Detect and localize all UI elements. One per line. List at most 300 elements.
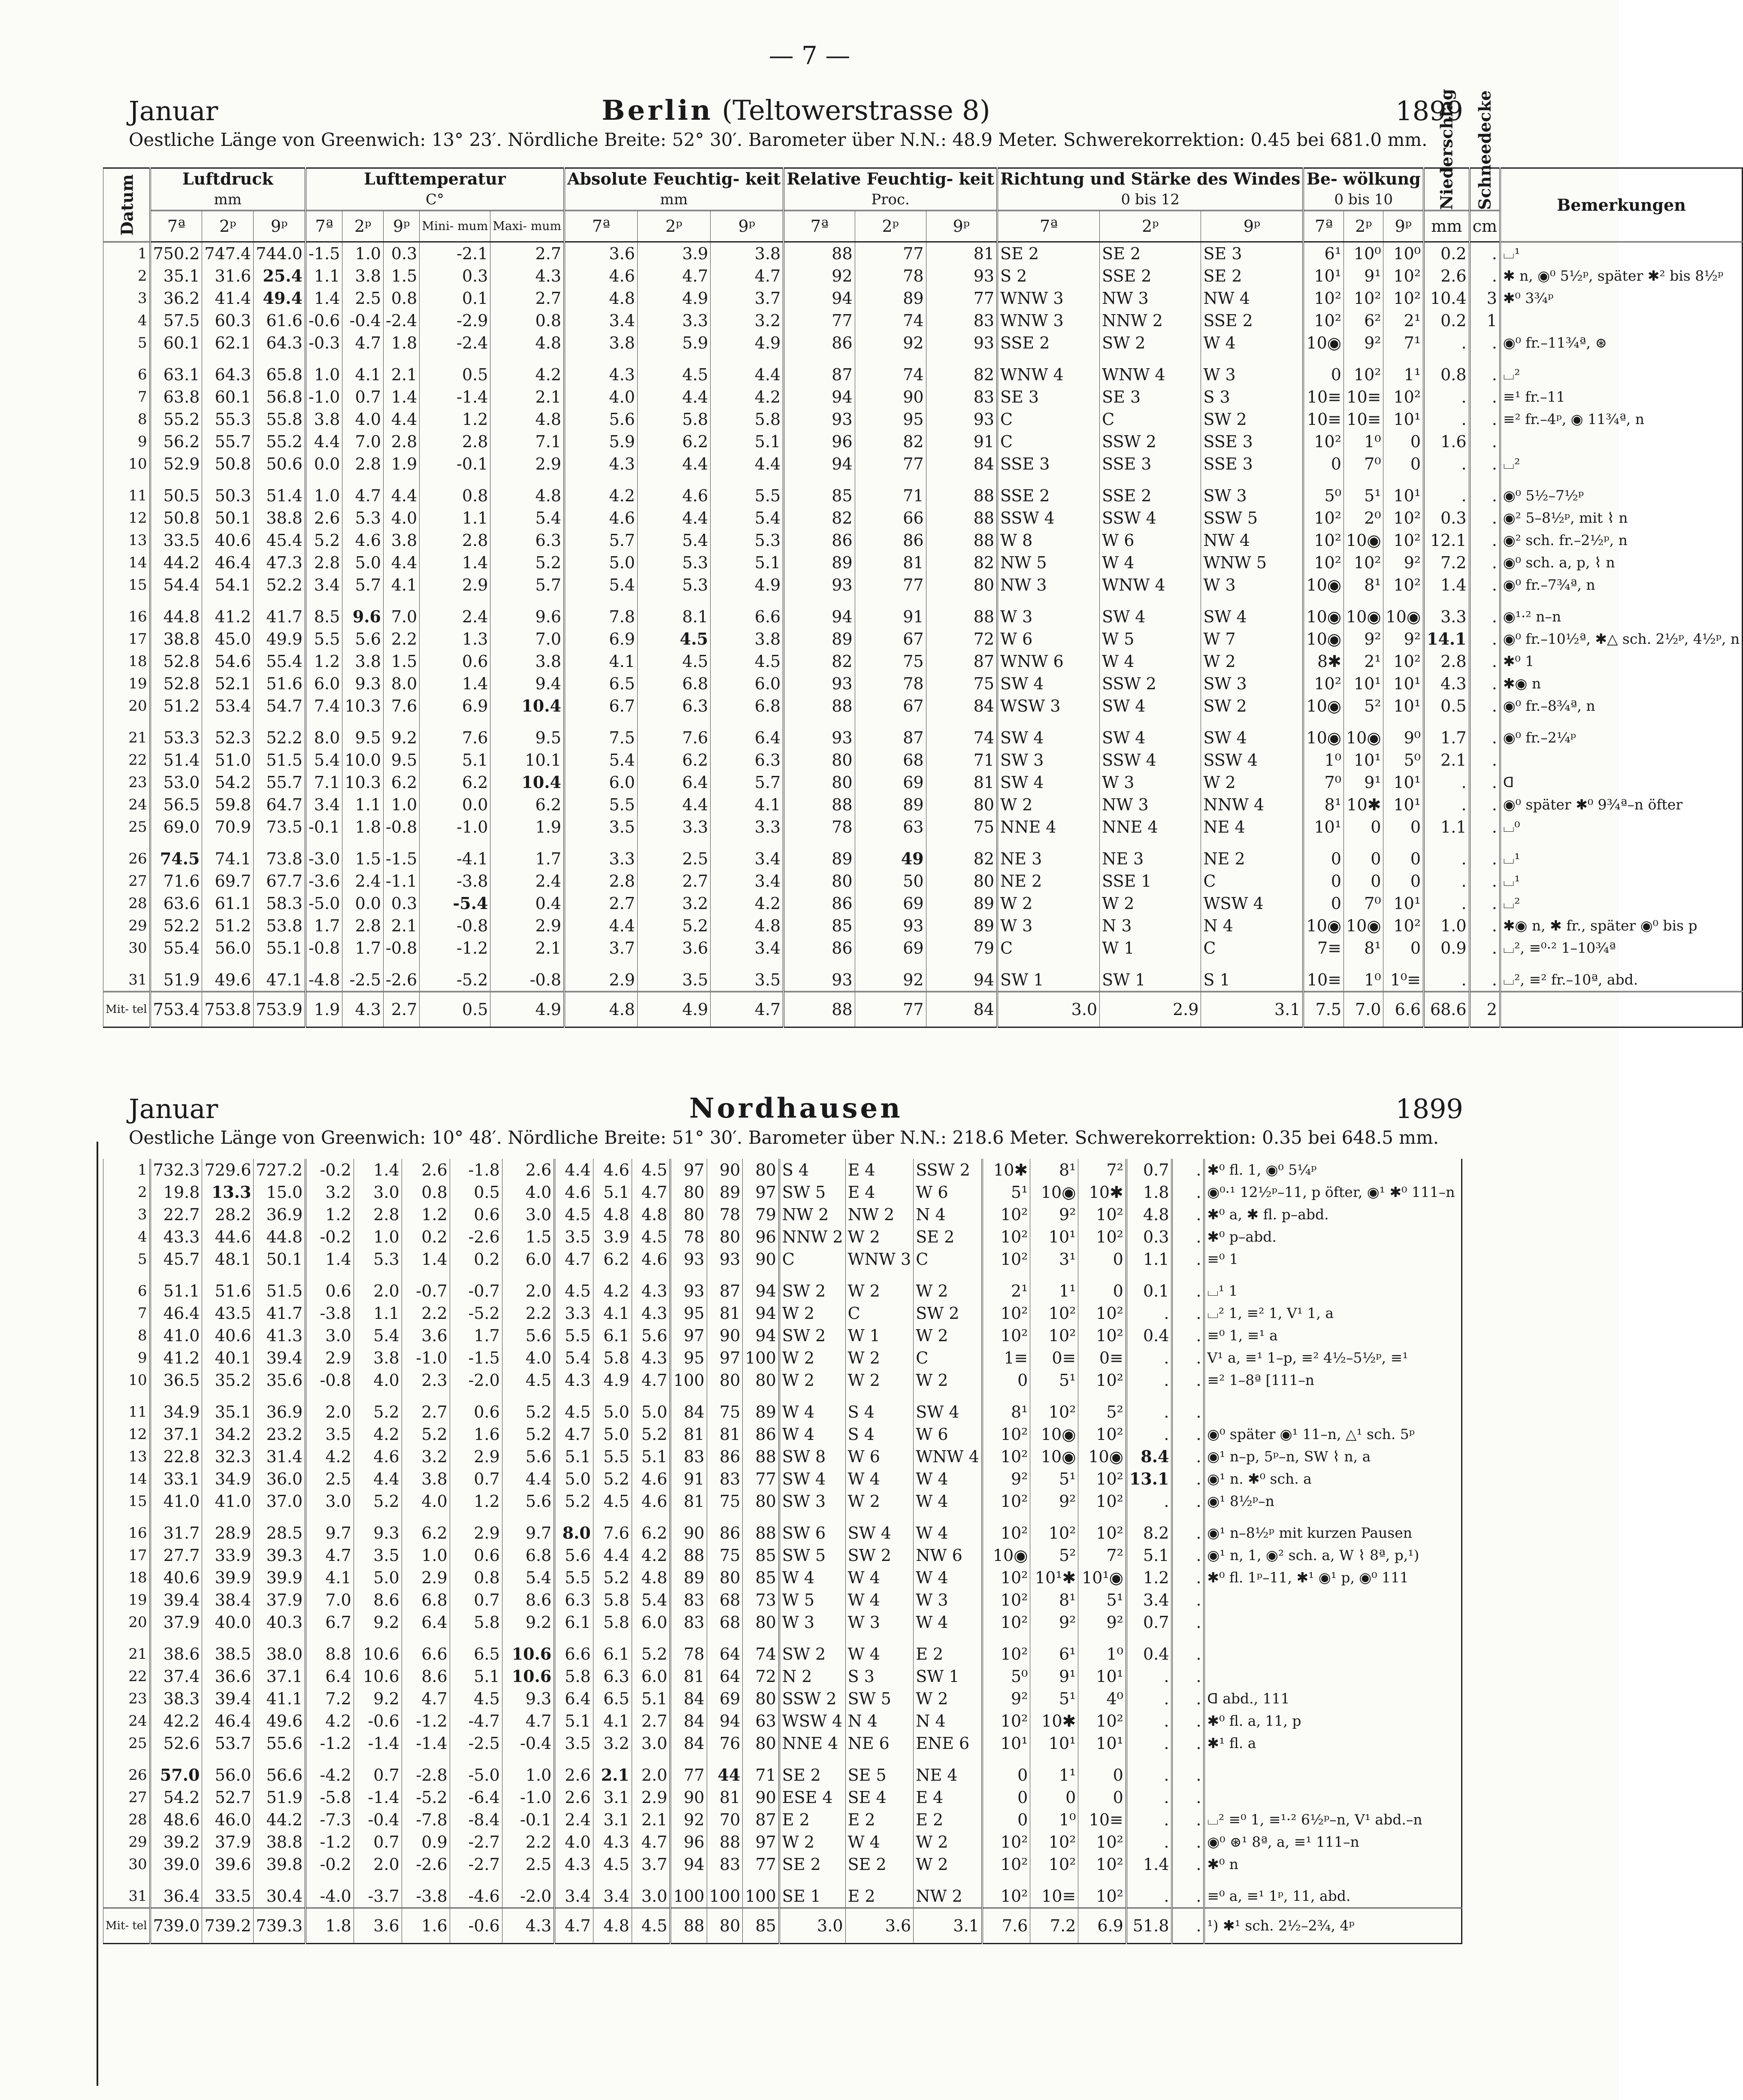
value-cell: E 2: [845, 1876, 914, 1908]
value-cell: 77: [784, 309, 855, 332]
value-cell: 0.8: [420, 475, 490, 507]
value-cell: 1.3: [420, 628, 490, 650]
value-cell: 3.7: [564, 937, 637, 959]
value-cell: 1.2: [402, 1203, 450, 1226]
value-cell: 41.4: [202, 287, 254, 309]
value-cell: NE 3: [1100, 838, 1201, 870]
col-luftdruck: [150, 168, 306, 211]
remark-cell: ◉⁰ fr.–11¾ª, ⊛: [1500, 332, 1743, 354]
value-cell: 4.7: [632, 1181, 670, 1203]
value-cell: 82: [926, 838, 997, 870]
value-cell: 2.6: [306, 507, 342, 529]
table-row: [103, 838, 1743, 870]
value-cell: 6.0: [502, 1248, 554, 1270]
col-bemerkungen: [1500, 168, 1743, 242]
value-cell: -1.4: [402, 1732, 450, 1755]
value-cell: 5.6: [554, 1544, 593, 1567]
value-cell: 85: [743, 1567, 779, 1589]
day-cell: 30: [103, 1853, 150, 1876]
value-cell: 7¹: [1383, 332, 1424, 354]
value-cell: C: [845, 1302, 914, 1324]
value-cell: 81: [670, 1423, 707, 1445]
value-cell: 44.8: [150, 596, 202, 628]
table-row: [103, 1665, 1462, 1688]
day-cell: 19: [103, 673, 150, 695]
value-cell: SSE 2: [1100, 265, 1201, 287]
value-cell: 4.8: [632, 1203, 670, 1226]
value-cell: 75: [707, 1391, 743, 1423]
value-cell: 68: [855, 749, 926, 771]
day-cell: 5: [103, 1248, 150, 1270]
value-cell: 50.8: [150, 507, 202, 529]
day-cell: 26: [103, 838, 150, 870]
value-cell: 9²: [1383, 628, 1424, 650]
value-cell: 8¹: [1030, 1159, 1078, 1181]
value-cell: W 4: [845, 1468, 914, 1490]
value-cell: 6.0: [711, 673, 784, 695]
subheader-t7: 7ª: [564, 211, 637, 242]
value-cell: 2.0: [354, 1270, 402, 1302]
value-cell: 35.1: [150, 265, 202, 287]
value-cell: 4.4: [711, 354, 784, 386]
value-cell: 2.8: [420, 430, 490, 453]
value-cell: 64.7: [254, 794, 306, 816]
value-cell: W 2: [914, 1688, 982, 1710]
value-cell: SSE 3: [1100, 453, 1201, 475]
value-cell: 2.7: [564, 892, 637, 915]
value-cell: 96: [784, 430, 855, 453]
value-cell: 6.4: [402, 1611, 450, 1633]
value-cell: 5.2: [490, 552, 564, 574]
value-cell: SSE 2: [1100, 475, 1201, 507]
value-cell: 1.1: [1424, 816, 1470, 838]
value-cell: 70.9: [202, 816, 254, 838]
value-cell: 93: [855, 915, 926, 937]
table-row: [103, 265, 1743, 287]
value-cell: 3.5: [711, 959, 784, 992]
value-cell: 1.0: [306, 354, 342, 386]
value-cell: 1.1: [306, 265, 342, 287]
value-cell: -0.7: [450, 1270, 502, 1302]
mean-label: Mit- tel: [103, 1908, 150, 1944]
value-cell: 6.9: [420, 695, 490, 717]
value-cell: 0: [1344, 816, 1383, 838]
value-cell: SW 4: [997, 673, 1100, 695]
value-cell: 2.8: [306, 552, 342, 574]
value-cell: 36.2: [150, 287, 202, 309]
value-cell: 56.0: [202, 1755, 254, 1786]
value-cell: SE 2: [1100, 242, 1201, 265]
value-cell: 41.0: [150, 1490, 202, 1512]
day-cell: 7: [103, 386, 150, 408]
value-cell: 91: [926, 430, 997, 453]
value-cell: -2.0: [502, 1876, 554, 1908]
value-cell: SE 3: [1100, 386, 1201, 408]
value-cell: 10²: [1078, 1369, 1126, 1391]
table-row: [103, 892, 1743, 915]
value-cell: .: [1470, 242, 1500, 265]
value-cell: .: [1470, 717, 1500, 749]
mean-row: [103, 992, 1743, 1027]
value-cell: .: [1470, 628, 1500, 650]
value-cell: 10²: [1303, 673, 1344, 695]
remark-cell: ≡² 1–8ª [111–n: [1204, 1369, 1462, 1391]
value-cell: 4.1: [383, 574, 419, 596]
value-cell: 37.1: [150, 1423, 202, 1445]
value-cell: 9¹: [1344, 771, 1383, 794]
value-cell: 0: [1078, 1786, 1126, 1809]
value-cell: 0.8: [383, 287, 419, 309]
value-cell: 39.8: [254, 1853, 306, 1876]
value-cell: 4.6: [637, 475, 710, 507]
value-cell: 9²: [982, 1468, 1030, 1490]
value-cell: 4.2: [306, 1445, 354, 1468]
value-cell: 8.0: [306, 717, 342, 749]
value-cell: 4.0: [354, 1369, 402, 1391]
value-cell: 0: [1030, 1786, 1078, 1809]
value-cell: 3.0: [502, 1203, 554, 1226]
mean-cell: 753.8: [202, 992, 254, 1027]
value-cell: 0: [1303, 453, 1344, 475]
value-cell: SE 3: [1201, 242, 1304, 265]
day-cell: 23: [103, 1688, 150, 1710]
value-cell: -5.2: [420, 959, 490, 992]
value-cell: 69: [707, 1688, 743, 1710]
table-row: [103, 1633, 1462, 1665]
value-cell: 10²: [1344, 354, 1383, 386]
day-cell: 28: [103, 892, 150, 915]
value-cell: 2.8: [342, 453, 384, 475]
value-cell: 1.2: [306, 650, 342, 673]
value-cell: 1.1: [1126, 1248, 1172, 1270]
value-cell: 4.4: [306, 430, 342, 453]
value-cell: 10◉: [1303, 695, 1344, 717]
value-cell: 1.4: [1424, 574, 1470, 596]
value-cell: -0.1: [306, 816, 342, 838]
value-cell: .: [1424, 475, 1470, 507]
value-cell: W 4: [914, 1490, 982, 1512]
value-cell: 6.1: [593, 1324, 632, 1347]
value-cell: 10²: [1078, 1512, 1126, 1544]
value-cell: 4.7: [632, 1369, 670, 1391]
value-cell: 0: [1303, 870, 1344, 892]
value-cell: 38.0: [254, 1633, 306, 1665]
value-cell: W 4: [779, 1391, 845, 1423]
value-cell: 744.0: [254, 242, 306, 265]
value-cell: 76: [707, 1732, 743, 1755]
value-cell: 0.3: [383, 242, 419, 265]
value-cell: 4.4: [383, 552, 419, 574]
value-cell: 87: [784, 354, 855, 386]
value-cell: 3.0: [306, 1324, 354, 1347]
value-cell: 63: [743, 1710, 779, 1732]
value-cell: NW 2: [914, 1876, 982, 1908]
value-cell: 89: [926, 892, 997, 915]
value-cell: -3.8: [402, 1876, 450, 1908]
value-cell: 96: [670, 1831, 707, 1853]
value-cell: .: [1172, 1732, 1204, 1755]
value-cell: 8✱: [1303, 650, 1344, 673]
value-cell: 97: [743, 1831, 779, 1853]
table-row: [103, 1876, 1462, 1908]
value-cell: 4.3: [593, 1831, 632, 1853]
remark-cell: ⌴¹ 1: [1204, 1270, 1462, 1302]
value-cell: 3.8: [564, 332, 637, 354]
value-cell: 100: [670, 1369, 707, 1391]
day-cell: 11: [103, 1391, 150, 1423]
value-cell: 5.4: [354, 1324, 402, 1347]
value-cell: 94: [670, 1853, 707, 1876]
value-cell: 6.3: [554, 1589, 593, 1611]
day-cell: 13: [103, 529, 150, 552]
value-cell: 3.2: [711, 309, 784, 332]
value-cell: 81: [707, 1786, 743, 1809]
remark-cell: [1500, 430, 1743, 453]
day-cell: 3: [103, 287, 150, 309]
value-cell: 63.8: [150, 386, 202, 408]
value-cell: 38.5: [202, 1633, 254, 1665]
value-cell: 49.6: [254, 1710, 306, 1732]
value-cell: 0: [1383, 816, 1424, 838]
value-cell: 0.8: [490, 309, 564, 332]
value-cell: 93: [784, 574, 855, 596]
value-cell: 8.4: [1126, 1445, 1172, 1468]
subheader-t7: 7ª: [306, 211, 342, 242]
value-cell: 80: [926, 574, 997, 596]
value-cell: 49.4: [254, 287, 306, 309]
value-cell: 3.5: [637, 959, 710, 992]
value-cell: 10²: [982, 1512, 1030, 1544]
value-cell: 84: [670, 1688, 707, 1710]
value-cell: 10¹: [1303, 816, 1344, 838]
value-cell: 3.4: [593, 1876, 632, 1908]
value-cell: 10²: [1030, 1831, 1078, 1853]
day-cell: 23: [103, 771, 150, 794]
value-cell: SW 4: [997, 771, 1100, 794]
value-cell: -4.1: [420, 838, 490, 870]
value-cell: 5¹: [982, 1181, 1030, 1203]
value-cell: 1.7: [490, 838, 564, 870]
value-cell: 0.0: [306, 453, 342, 475]
value-cell: 10²: [982, 1203, 1030, 1226]
remark-cell: ◉⁰ später ✱⁰ 9¾ª–n öfter: [1500, 794, 1743, 816]
value-cell: W 2: [914, 1324, 982, 1347]
table-row: [103, 794, 1743, 816]
value-cell: 1.4: [1126, 1853, 1172, 1876]
value-cell: -2.7: [450, 1853, 502, 1876]
value-cell: 30.4: [254, 1876, 306, 1908]
subheader-t2: 2ᵖ: [202, 211, 254, 242]
value-cell: N 4: [1201, 915, 1304, 937]
remark-cell: [1204, 1755, 1462, 1786]
table-row: [103, 1831, 1462, 1853]
value-cell: 5²: [1078, 1391, 1126, 1423]
value-cell: 3.5: [554, 1226, 593, 1248]
value-cell: 46.0: [202, 1809, 254, 1831]
value-cell: 86: [784, 529, 855, 552]
value-cell: 10.6: [354, 1665, 402, 1688]
value-cell: W 3: [997, 596, 1100, 628]
value-cell: 50.6: [254, 453, 306, 475]
value-cell: .: [1470, 794, 1500, 816]
value-cell: 4.4: [593, 1544, 632, 1567]
remark-cell: ⌴⁰: [1500, 816, 1743, 838]
value-cell: .: [1172, 1391, 1204, 1423]
value-cell: ESE 4: [779, 1786, 845, 1809]
value-cell: W 2: [845, 1347, 914, 1369]
value-cell: 82: [926, 354, 997, 386]
value-cell: 0: [1078, 1755, 1126, 1786]
value-cell: .: [1126, 1347, 1172, 1369]
value-cell: .: [1424, 771, 1470, 794]
day-cell: 31: [103, 959, 150, 992]
value-cell: 73.5: [254, 816, 306, 838]
value-cell: .: [1470, 386, 1500, 408]
value-cell: 5.2: [632, 1633, 670, 1665]
value-cell: .: [1470, 892, 1500, 915]
value-cell: .: [1172, 1809, 1204, 1831]
value-cell: W 2: [779, 1831, 845, 1853]
value-cell: 3.3: [711, 816, 784, 838]
remark-cell: ✱⁰ 1: [1500, 650, 1743, 673]
value-cell: 2.1: [490, 386, 564, 408]
value-cell: 37.4: [150, 1665, 202, 1688]
value-cell: 2.4: [554, 1809, 593, 1831]
remark-cell: ≡¹ fr.–11: [1500, 386, 1743, 408]
value-cell: 85: [743, 1544, 779, 1567]
value-cell: 83: [707, 1468, 743, 1490]
value-cell: 7.0: [342, 430, 384, 453]
value-cell: .: [1470, 695, 1500, 717]
table-row: [103, 1490, 1462, 1512]
value-cell: W 3: [914, 1589, 982, 1611]
value-cell: -2.6: [383, 959, 419, 992]
value-cell: 2.1: [383, 354, 419, 386]
value-cell: 51.5: [254, 749, 306, 771]
value-cell: 36.0: [254, 1468, 306, 1490]
value-cell: NW 3: [1100, 287, 1201, 309]
value-cell: -2.6: [402, 1853, 450, 1876]
value-cell: -0.1: [502, 1809, 554, 1831]
value-cell: 3.6: [637, 937, 710, 959]
col-abs-feucht-label: Absolute Feuchtig- keit: [567, 169, 781, 188]
mean-cell: 77: [855, 992, 926, 1027]
value-cell: 72: [926, 628, 997, 650]
value-cell: 0: [1303, 838, 1344, 870]
value-cell: .: [1470, 915, 1500, 937]
mean-cell: 6.9: [1078, 1908, 1126, 1944]
value-cell: 81: [926, 242, 997, 265]
value-cell: .: [1172, 1755, 1204, 1786]
col-lufttemp: [306, 168, 564, 211]
mean-cell: 3.6: [354, 1908, 402, 1944]
value-cell: -4.7: [450, 1710, 502, 1732]
value-cell: 6.2: [593, 1248, 632, 1270]
value-cell: 3.0: [632, 1876, 670, 1908]
col-rel-feucht: [784, 168, 997, 211]
value-cell: 51.5: [254, 1270, 306, 1302]
value-cell: 2.2: [383, 628, 419, 650]
value-cell: 3.5: [564, 816, 637, 838]
value-cell: 1.2: [420, 408, 490, 430]
value-cell: 9²: [1344, 332, 1383, 354]
col-wind: [997, 168, 1303, 211]
value-cell: 5.0: [354, 1567, 402, 1589]
value-cell: 6.6: [554, 1633, 593, 1665]
value-cell: -3.6: [306, 870, 342, 892]
value-cell: 89: [855, 794, 926, 816]
value-cell: 4.4: [637, 453, 710, 475]
value-cell: 3.1: [593, 1809, 632, 1831]
value-cell: 48.1: [202, 1248, 254, 1270]
value-cell: 55.3: [202, 408, 254, 430]
value-cell: 10²: [982, 1248, 1030, 1270]
value-cell: 3.8: [402, 1468, 450, 1490]
value-cell: 83: [670, 1445, 707, 1468]
value-cell: 80: [926, 870, 997, 892]
value-cell: 3.8: [342, 265, 384, 287]
subheader-t2: 2ᵖ: [342, 211, 384, 242]
value-cell: 52.9: [150, 453, 202, 475]
value-cell: NNE 4: [779, 1732, 845, 1755]
value-cell: 10²: [1383, 386, 1424, 408]
value-cell: 10²: [1344, 552, 1383, 574]
value-cell: .: [1172, 1423, 1204, 1445]
value-cell: 5.0: [564, 552, 637, 574]
value-cell: 94: [784, 287, 855, 309]
remark-cell: ✱⁰ n: [1204, 1853, 1462, 1876]
value-cell: W 2: [1100, 892, 1201, 915]
value-cell: 1¹: [1030, 1755, 1078, 1786]
value-cell: 0≡: [1030, 1347, 1078, 1369]
value-cell: 39.4: [254, 1347, 306, 1369]
value-cell: 35.2: [202, 1369, 254, 1391]
value-cell: 92: [855, 332, 926, 354]
value-cell: 91: [670, 1468, 707, 1490]
value-cell: 2.9: [632, 1786, 670, 1809]
value-cell: W 2: [845, 1369, 914, 1391]
value-cell: 9.2: [383, 717, 419, 749]
value-cell: SW 4: [1100, 596, 1201, 628]
day-cell: 20: [103, 1611, 150, 1633]
value-cell: 9.3: [354, 1512, 402, 1544]
col-bemerkungen-label: Bemerkungen: [1557, 195, 1686, 215]
value-cell: 3.5: [554, 1732, 593, 1755]
value-cell: 2.2: [502, 1302, 554, 1324]
value-cell: 4.5: [632, 1159, 670, 1181]
remark-cell: ◉⁰ später ◉¹ 11–n, △¹ sch. 5ᵖ: [1204, 1423, 1462, 1445]
value-cell: 86: [707, 1445, 743, 1468]
value-cell: 53.0: [150, 771, 202, 794]
value-cell: SW 2: [1201, 695, 1304, 717]
value-cell: WSW 4: [1201, 892, 1304, 915]
value-cell: 41.0: [150, 1324, 202, 1347]
table-row: [103, 1688, 1462, 1710]
value-cell: 3.8: [306, 408, 342, 430]
value-cell: 4.5: [554, 1391, 593, 1423]
value-cell: 2.0: [354, 1853, 402, 1876]
value-cell: 7.4: [306, 695, 342, 717]
value-cell: E 4: [845, 1181, 914, 1203]
value-cell: 54.2: [202, 771, 254, 794]
value-cell: 1.2: [306, 1203, 354, 1226]
value-cell: S 4: [845, 1391, 914, 1423]
value-cell: 4.3: [490, 265, 564, 287]
value-cell: 56.2: [150, 430, 202, 453]
value-cell: 5²: [1030, 1544, 1078, 1567]
remark-cell: ≡⁰ a, ≡¹ 1ᵖ, 11, abd.: [1204, 1876, 1462, 1908]
value-cell: 4.4: [564, 915, 637, 937]
